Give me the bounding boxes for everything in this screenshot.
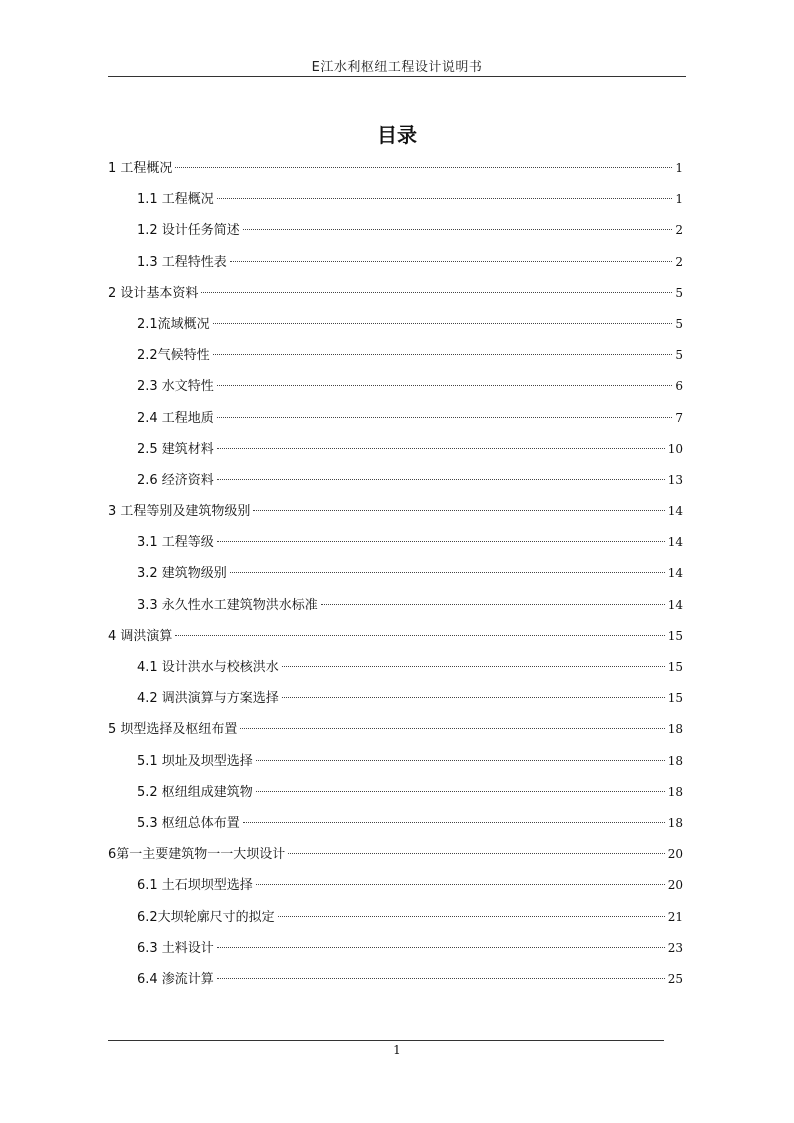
- toc-entry-label: 2.3 水文特性: [137, 379, 214, 395]
- toc-entry-label: 2 设计基本资料: [108, 285, 199, 301]
- toc-dot-leader: [282, 666, 665, 667]
- toc-entry[interactable]: [108, 278, 683, 309]
- toc-entry-label: 3.2 建筑物级别: [137, 566, 227, 582]
- toc-entry[interactable]: [108, 714, 683, 745]
- running-header: E江水利枢纽工程设计说明书: [311, 60, 483, 75]
- toc-entry[interactable]: [108, 870, 683, 901]
- toc-dot-leader: [253, 510, 664, 511]
- toc-entry-page: 5: [675, 285, 683, 300]
- toc-entry[interactable]: [108, 652, 683, 683]
- toc-dot-leader: [217, 947, 665, 948]
- toc-entry-label: 5.2 枢纽组成建筑物: [137, 784, 253, 800]
- toc-entry-page: 20: [667, 878, 683, 893]
- toc-entry-page: 15: [667, 660, 683, 674]
- toc-dot-leader: [243, 822, 665, 823]
- toc-entry[interactable]: [108, 683, 683, 714]
- toc-dot-leader: [217, 448, 665, 449]
- toc-entry-page: 14: [667, 597, 683, 612]
- toc-dot-leader: [288, 853, 664, 854]
- toc-entry-label: 2.1流域概况: [137, 316, 210, 332]
- toc-dot-leader: [230, 572, 665, 573]
- toc-entry[interactable]: [108, 746, 683, 777]
- toc-entry-page: 13: [667, 472, 683, 487]
- toc-entry-label: 6.3 土料设计: [137, 940, 214, 956]
- toc-entry-page: 14: [667, 535, 683, 550]
- toc-dot-leader: [217, 417, 673, 418]
- toc-entry-page: 1: [675, 192, 683, 207]
- toc-entry[interactable]: [108, 153, 683, 184]
- toc-entry-label: 1.1 工程概况: [137, 192, 214, 208]
- toc-entry[interactable]: [108, 527, 683, 558]
- toc-entry[interactable]: [108, 839, 683, 870]
- toc-entry[interactable]: [108, 371, 683, 402]
- toc-entry-label: 2.2气候特性: [137, 348, 210, 364]
- footer-page-number: 1: [393, 1043, 401, 1057]
- toc-entry-page: 5: [675, 316, 683, 331]
- toc-entry-label: 4 调洪演算: [108, 628, 173, 644]
- toc-entry[interactable]: [108, 902, 683, 933]
- toc-dot-leader: [321, 604, 665, 605]
- toc-entry-label: 5 坝型选择及枢纽布置: [108, 722, 238, 738]
- toc-entry-page: 1: [675, 161, 683, 175]
- toc-dot-leader: [256, 884, 665, 885]
- toc-entry-page: 18: [667, 722, 683, 737]
- toc-dot-leader: [256, 760, 665, 761]
- toc-entry-label: 2.5 建筑材料: [137, 441, 214, 457]
- toc-entry-page: 14: [667, 566, 683, 581]
- toc-entry[interactable]: [108, 621, 683, 652]
- toc-dot-leader: [175, 167, 672, 168]
- toc-entry-page: 2: [675, 254, 683, 269]
- toc-entry[interactable]: [108, 777, 683, 808]
- toc-entry[interactable]: [108, 340, 683, 371]
- toc-dot-leader: [256, 791, 665, 792]
- toc-dot-leader: [213, 323, 673, 324]
- toc-entry-page: 20: [667, 847, 683, 862]
- toc-dot-leader: [282, 697, 665, 698]
- toc-dot-leader: [175, 635, 664, 636]
- toc-dot-leader: [201, 292, 672, 293]
- toc-entry-page: 14: [667, 504, 683, 519]
- table-of-contents: [108, 153, 683, 995]
- toc-entry-label: 2.4 工程地质: [137, 410, 214, 426]
- toc-entry-page: 5: [675, 348, 683, 363]
- footer-rule: [108, 1040, 664, 1041]
- toc-entry[interactable]: [108, 590, 683, 621]
- toc-dot-leader: [217, 198, 673, 199]
- toc-dot-leader: [240, 728, 664, 729]
- toc-entry-page: 15: [667, 691, 683, 706]
- toc-dot-leader: [243, 229, 673, 230]
- toc-dot-leader: [230, 261, 673, 262]
- toc-entry[interactable]: [108, 496, 683, 527]
- toc-dot-leader: [278, 916, 665, 917]
- toc-entry-label: 1.3 工程特性表: [137, 254, 227, 270]
- toc-entry[interactable]: [108, 215, 683, 246]
- toc-entry-page: 18: [667, 784, 683, 799]
- toc-entry-page: 7: [675, 410, 683, 425]
- header-rule: [108, 76, 686, 77]
- toc-entry-label: 1 工程概况: [108, 161, 173, 176]
- toc-entry-page: 21: [667, 909, 683, 924]
- toc-entry-label: 3.1 工程等级: [137, 535, 214, 551]
- toc-entry-label: 3.3 永久性水工建筑物洪水标准: [137, 597, 318, 613]
- toc-dot-leader: [217, 479, 665, 480]
- toc-entry[interactable]: [108, 933, 683, 964]
- toc-entry-label: 5.1 坝址及坝型选择: [137, 753, 253, 769]
- toc-entry-label: 6.1 土石坝坝型选择: [137, 878, 253, 894]
- toc-entry-page: 10: [667, 441, 683, 456]
- toc-entry[interactable]: [108, 558, 683, 589]
- toc-entry-page: 23: [667, 940, 683, 955]
- toc-entry-page: 25: [667, 971, 683, 986]
- toc-entry-label: 4.1 设计洪水与校核洪水: [137, 660, 279, 675]
- toc-entry-page: 6: [675, 379, 683, 394]
- toc-entry[interactable]: [108, 184, 683, 215]
- toc-entry-label: 5.3 枢纽总体布置: [137, 815, 240, 831]
- toc-entry-page: 18: [667, 815, 683, 830]
- toc-entry-label: 1.2 设计任务简述: [137, 223, 240, 239]
- toc-entry[interactable]: [108, 964, 683, 995]
- toc-title: 目录: [377, 123, 417, 147]
- toc-entry-label: 3 工程等别及建筑物级别: [108, 504, 251, 520]
- toc-entry[interactable]: [108, 465, 683, 496]
- toc-entry-page: 18: [667, 753, 683, 768]
- toc-entry-label: 6.2大坝轮廓尺寸的拟定: [137, 909, 275, 925]
- toc-entry[interactable]: [108, 403, 683, 434]
- toc-entry-label: 4.2 调洪演算与方案选择: [137, 691, 279, 707]
- toc-entry[interactable]: [108, 434, 683, 465]
- toc-entry[interactable]: [108, 247, 683, 278]
- toc-dot-leader: [213, 354, 673, 355]
- toc-entry-page: 2: [675, 223, 683, 238]
- toc-dot-leader: [217, 541, 665, 542]
- toc-entry-label: 6.4 渗流计算: [137, 971, 214, 987]
- toc-entry[interactable]: [108, 808, 683, 839]
- toc-entry[interactable]: [108, 309, 683, 340]
- toc-dot-leader: [217, 978, 665, 979]
- toc-entry-label: 2.6 经济资料: [137, 472, 214, 488]
- toc-dot-leader: [217, 385, 673, 386]
- toc-entry-page: 15: [667, 628, 683, 643]
- toc-entry-label: 6第一主要建筑物一一大坝设计: [108, 847, 286, 863]
